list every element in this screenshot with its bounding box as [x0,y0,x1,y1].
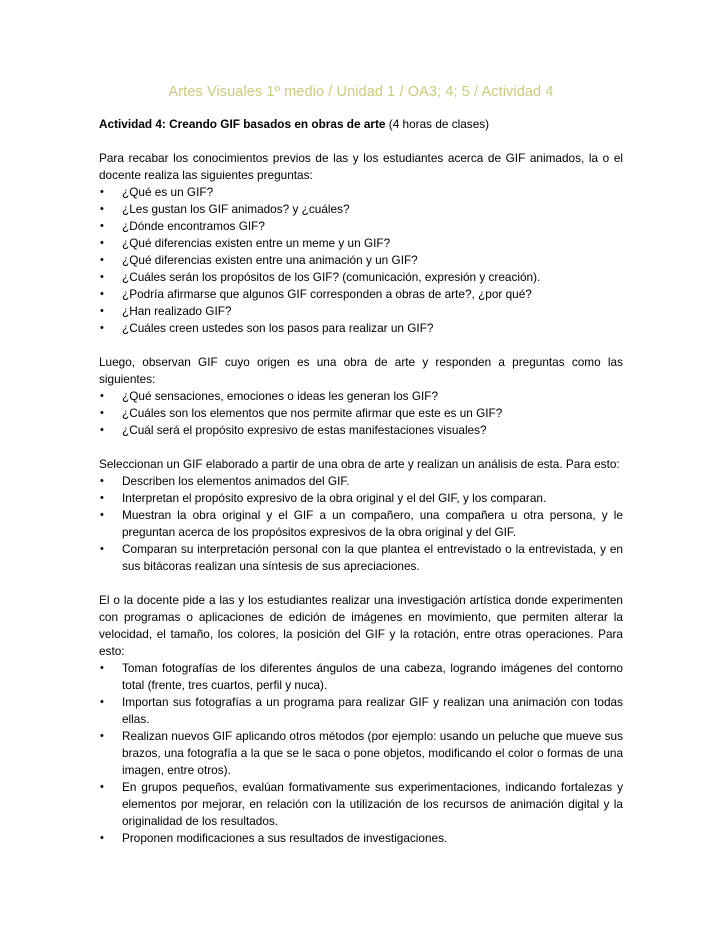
list-item: • Importan sus fotografías a un programa para realizar GIF y realizan una animación con todas ellas. [99,694,623,728]
list-item: • ¿Les gustan los GIF animados? y ¿cuáles? [99,201,623,218]
list-item: • ¿Qué es un GIF? [99,184,623,201]
spacer [99,439,623,456]
list-item: • Muestran la obra original y el GIF a un compañero, una compañera u otra persona, y le preguntan acerca de los propósitos expresivos de la obra original y del GIF. [99,507,623,541]
list-item: • ¿Cuáles serán los propósitos de los GIF? (comunicación, expresión y creación). [99,269,623,286]
bullet-list [99,660,623,847]
section-intro: Para recabar los conocimientos previos de las y los estudiantes acerca de GIF animados, la o el docente realiza las siguientes preguntas: [99,151,623,182]
activity-heading-bold: Actividad 4: Creando GIF basados en obras de arte [99,117,386,131]
bullet-list [99,388,623,439]
list-item: • ¿Qué diferencias existen entre un meme y un GIF? [99,235,623,252]
activity-heading-rest: (4 horas de clases) [385,117,490,131]
list-item: • ¿Cuál será el propósito expresivo de estas manifestaciones visuales? [99,422,623,439]
list-item: • ¿Qué sensaciones, emociones o ideas les generan los GIF? [99,388,623,405]
list-item: • Interpretan el propósito expresivo de la obra original y el del GIF, y los comparan. [99,490,623,507]
list-item: • Proponen modificaciones a sus resultados de investigaciones. [99,830,623,847]
list-item: • Realizan nuevos GIF aplicando otros métodos (por ejemplo: usando un peluche que mueve sus brazos, una fotografía a la que se le saca o pone objetos, modificando el color o formas de una imagen, entre otros). [99,728,623,779]
list-item: • Toman fotografías de los diferentes ángulos de una cabeza, logrando imágenes del contorno total (frente, tres cuartos, perfil y nuca). [99,660,623,694]
list-item: • ¿Han realizado GIF? [99,303,623,320]
bullet-list [99,184,623,337]
spacer [99,133,623,150]
section-intro: Luego, observan GIF cuyo origen es una obra de arte y responden a preguntas como las siguientes: [99,355,623,386]
list-item: • En grupos pequeños, evalúan formativamente sus experimentaciones, indicando fortalezas y elementos por mejorar, en relación con la utilización de los recursos de animación digital y la originalidad de los resultados. [99,779,623,830]
section-intro: El o la docente pide a las y los estudiantes realizar una investigación artística donde experimenten con programas o aplicaciones de edición de imágenes en movimiento, que permiten alterar la velocidad, el tamaño, los colores, la posición del GIF y la rotación, entre otras operaciones. Para esto: [99,593,623,658]
document-content [99,0,623,847]
spacer [99,337,623,354]
section-intro: Seleccionan un GIF elaborado a partir de una obra de arte y realizan un análisis de esta. Para esto: [99,457,620,471]
list-item: • ¿Dónde encontramos GIF? [99,218,623,235]
spacer [99,575,623,592]
bullet-list [99,473,623,575]
list-item: • Describen los elementos animados del GIF. [99,473,623,490]
list-item: • ¿Podría afirmarse que algunos GIF corresponden a obras de arte?, ¿por qué? [99,286,623,303]
list-item: • ¿Cuáles son los elementos que nos permite afirmar que este es un GIF? [99,405,623,422]
list-item: • Comparan su interpretación personal con la que plantea el entrevistado o la entrevistada, y en sus bitácoras realizan una síntesis de sus apreciaciones. [99,541,623,575]
activity-heading [99,101,623,133]
list-item: • ¿Qué diferencias existen entre una animación y un GIF? [99,252,623,269]
list-item: • ¿Cuáles creen ustedes son los pasos para realizar un GIF? [99,320,623,337]
page-title: Artes Visuales 1º medio / Unidad 1 / OA3; 4; 5 / Actividad 4 [168,84,554,100]
